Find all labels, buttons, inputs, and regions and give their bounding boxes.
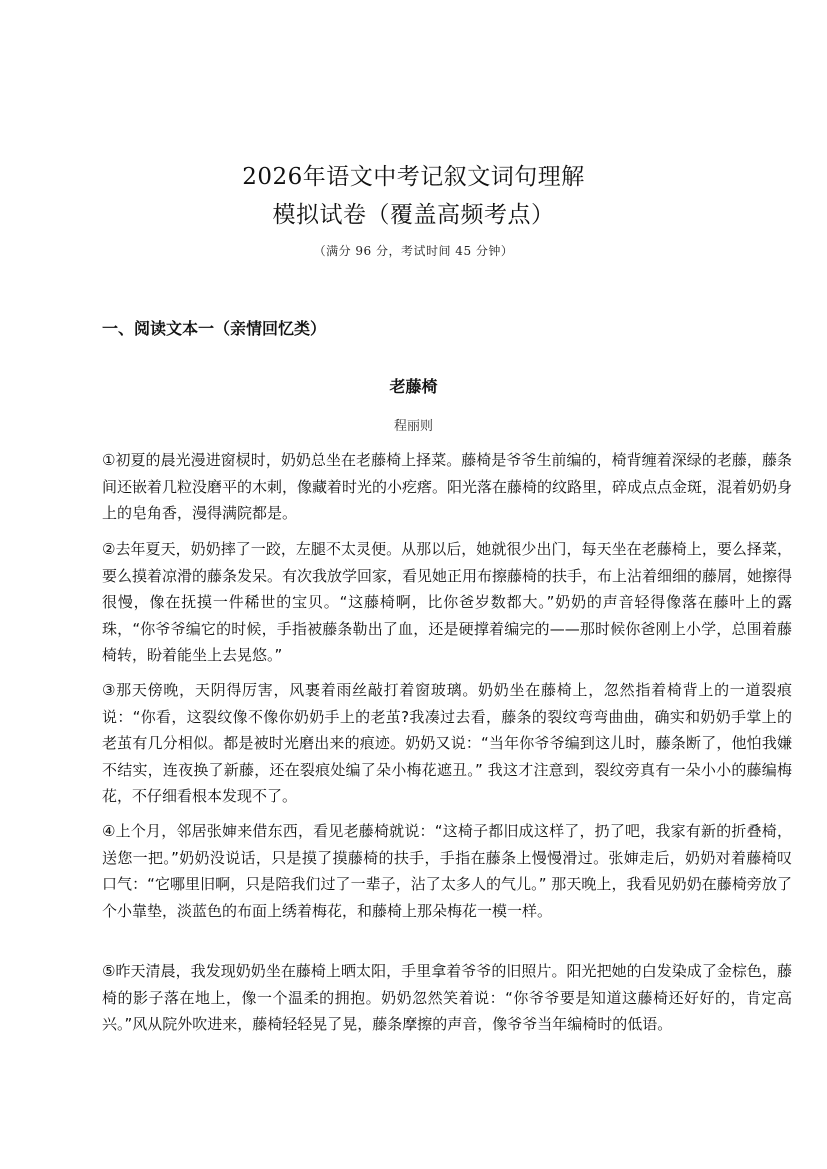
article-paragraph-2: ②去年夏天，奶奶摔了一跤，左腿不太灵便。从那以后，她就很少出门，每天坐在老藤椅上，要么择菜，要么摸着凉滑的藤条发呆。有次我放学回家，看见她正用布擦藤椅的扶手，布上沾着细细的藤屑，她擦得很慢，像在抚摸一件稀世的宝贝。“这藤椅啊，比你爸岁数都大。”奶奶的声音轻得像落在藤叶上的露珠，“你爷爷编它的时候，手指被藤条勒出了血，还是硬撑着编完的——那时候你爸刚上小学，总围着藤椅转，盼着能坐上去晃悠。”	[102, 540, 793, 664]
article-paragraph-3: ③那天傍晚，天阴得厉害，风裹着雨丝敲打着窗玻璃。奶奶坐在藤椅上，忽然指着椅背上的一道裂痕说：“你看，这裂纹像不像你奶奶手上的老茧?我凑过去看，藤条的裂纹弯弯曲曲，确实和奶奶手掌上的老茧有几分相似。都是被时光磨出来的痕迹。奶奶又说：“当年你爷爷编到这儿时，藤条断了，他怕我嫌不结实，连夜换了新藤，还在裂痕处编了朵小梅花遮丑。” 我这才注意到，裂纹旁真有一朵小小的藤编梅花，不仔细看根本发现不了。	[102, 681, 792, 805]
article-paragraph-4: ④上个月，邻居张婶来借东西，看见老藤椅就说：“这椅子都旧成这样了，扔了吧，我家有新的折叠椅，送您一把。”奶奶没说话，只是摸了摸藤椅的扶手，手指在藤条上慢慢滑过。张婶走后，奶奶对着藤椅叹口气：“它哪里旧啊，只是陪我们过了一辈子，沾了太多人的气儿。” 那天晚上，我看见奶奶在藤椅旁放了个小靠垫，淡蓝色的布面上绣着梅花，和藤椅上那朵梅花一模一样。	[102, 822, 792, 920]
article-paragraph-5: ⑤昨天清晨，我发现奶奶坐在藤椅上晒太阳，手里拿着爷爷的旧照片。阳光把她的白发染成了金棕色，藤椅的影子落在地上，像一个温柔的拥抱。奶奶忽然笑着说：“你爷爷要是知道这藤椅还好好的，肯定高兴。”风从院外吹进来，藤椅轻轻晃了晃，藤条摩擦的声音，像爷爷当年编椅时的低语。	[102, 962, 792, 1033]
article-author: 程丽则	[393, 419, 433, 434]
exam-score-time-note: （满分 96 分，考试时间 45 分钟）	[313, 244, 514, 258]
section-heading: 一、阅读文本一（亲情回忆类）	[102, 319, 327, 338]
exam-title-line1: 2026年语文中考记叙文词句理解	[242, 164, 585, 190]
article-paragraph-1: ①初夏的晨光漫进窗棂时，奶奶总坐在老藤椅上择菜。藤椅是爷爷生前编的，椅背缠着深绿的老藤，藤条间还嵌着几粒没磨平的木刺，像藏着时光的小疙瘩。阳光落在藤椅的纹路里，碎成点点金斑，混着奶奶身上的皂角香，漫得满院都是。	[102, 451, 793, 522]
exam-title-line2: 模拟试卷（覆盖高频考点）	[272, 202, 555, 228]
article-title: 老藤椅	[389, 377, 438, 396]
